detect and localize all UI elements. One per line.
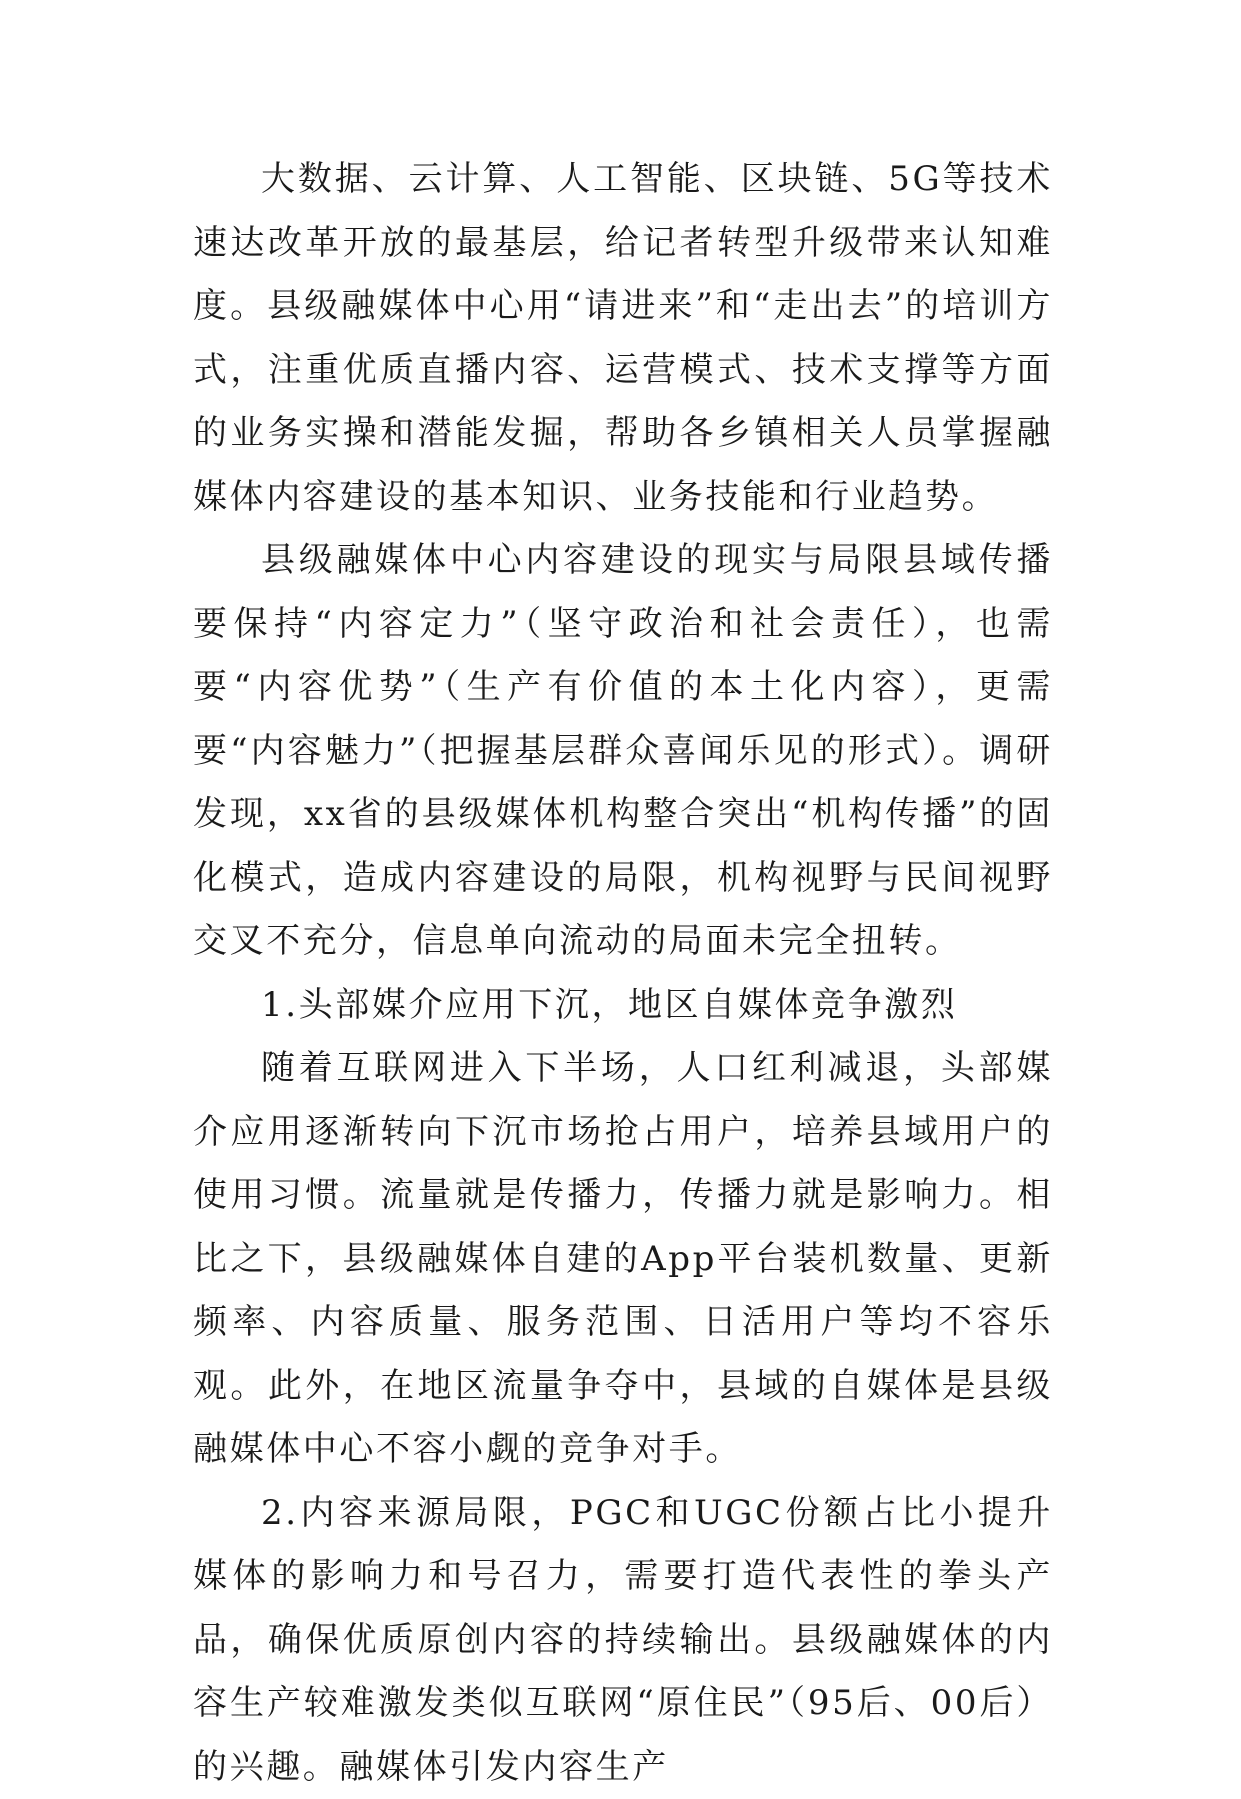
section-heading-1: 1.头部媒介应用下沉，地区自媒体竞争激烈 [193, 974, 1053, 1038]
paragraph-training: 大数据、云计算、人工智能、区块链、5G等技术速达改革开放的最基层，给记者转型升级带来认知难度。县级融媒体中心用“请进来”和“走出去”的培训方式，注重优质直播内容、运营模式、技术支撑等方面的业务实操和潜能发掘，帮助各乡镇相关人员掌握融媒体内容建设的基本知识、业务技能和行业趋势。 [193, 148, 1053, 529]
paragraph-content-reality: 县级融媒体中心内容建设的现实与局限县域传播要保持“内容定力”（坚守政治和社会责任），也需要“内容优势”（生产有价值的本土化内容），更需要“内容魅力”（把握基层群众喜闻乐见的形式）。调研发现，xx省的县级媒体机构整合突出“机构传播”的固化模式，造成内容建设的局限，机构视野与民间视野交叉不充分，信息单向流动的局面未完全扭转。 [193, 529, 1053, 974]
section-heading-2-paragraph: 2.内容来源局限，PGC和UGC份额占比小提升媒体的影响力和号召力，需要打造代表性的拳头产品，确保优质原创内容的持续输出。县级融媒体的内容生产较难激发类似互联网“原住民”（95后、00后）的兴趣。融媒体引发内容生产 [193, 1482, 1053, 1799]
paragraph-internet-competition: 随着互联网进入下半场，人口红利减退，头部媒介应用逐渐转向下沉市场抢占用户，培养县域用户的使用习惯。流量就是传播力，传播力就是影响力。相比之下，县级融媒体自建的App平台装机数量、更新频率、内容质量、服务范围、日活用户等均不容乐观。此外，在地区流量争夺中，县域的自媒体是县级融媒体中心不容小觑的竞争对手。 [193, 1037, 1053, 1482]
document-page [193, 148, 1053, 1799]
